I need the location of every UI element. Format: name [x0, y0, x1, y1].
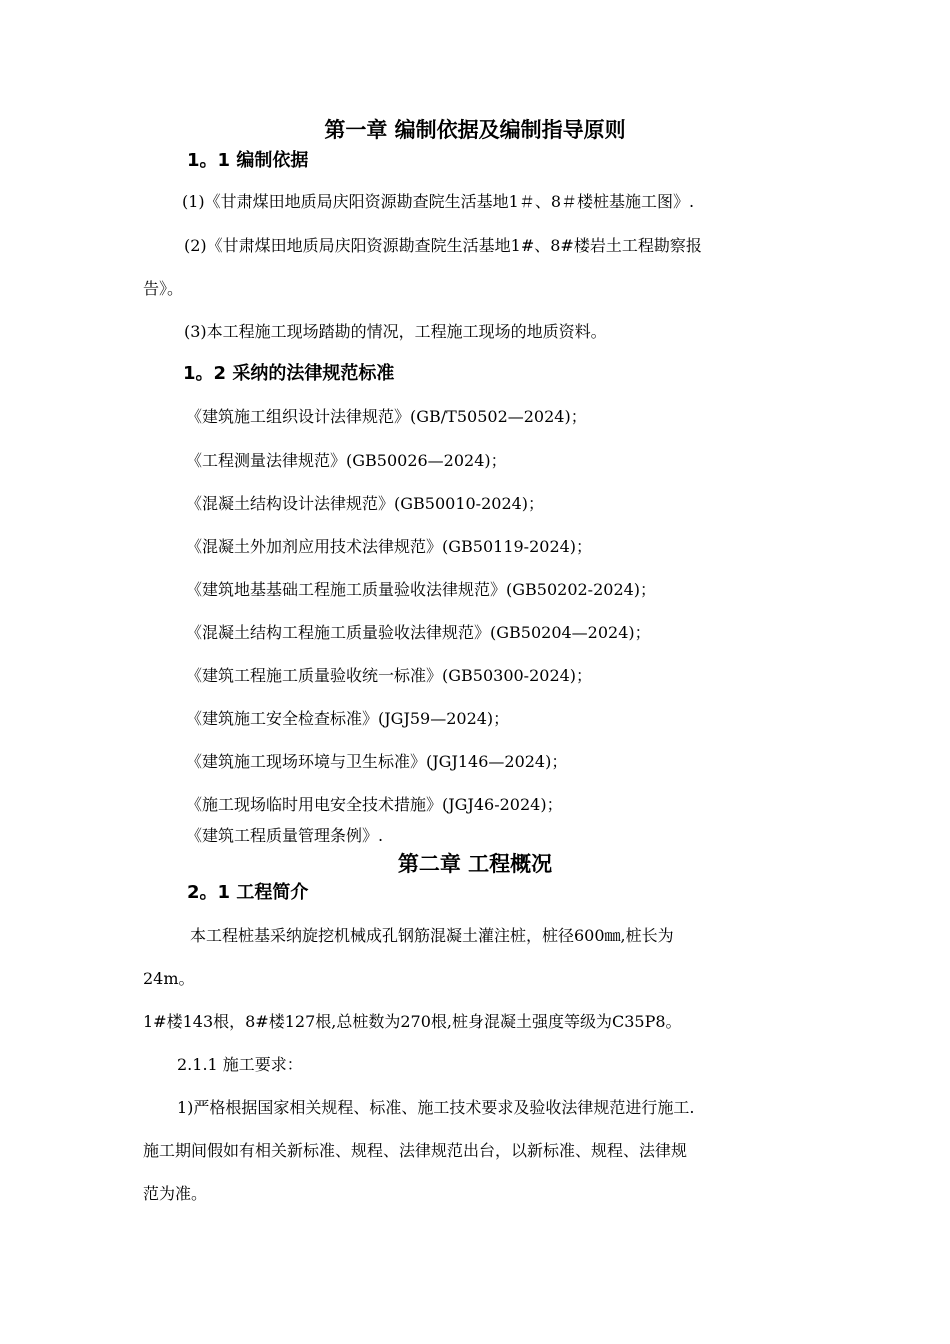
- requirement-line: 1)严格根据国家相关规程、标准、施工技术要求及验收法律规范进行施工.: [177, 1098, 695, 1117]
- overview-line: 1#楼143根，8#楼127根,总桩数为270根,桩身混凝土强度等级为C35P8。: [143, 1012, 682, 1031]
- standard-item: 《建筑施工现场环境与卫生标准》(JGJ146—2024)；: [186, 752, 568, 771]
- standard-item: 《混凝土结构设计法律规范》(GB50010-2024)；: [186, 494, 545, 513]
- standard-item: 《混凝土外加剂应用技术法律规范》(GB50119-2024)；: [186, 537, 593, 556]
- section-1-2-heading: 1。2 采纳的法律规范标准: [183, 363, 395, 384]
- standard-item: 《混凝土结构工程施工质量验收法律规范》(GB50204—2024)；: [186, 623, 651, 642]
- basis-item-2-cont: 告》。: [143, 279, 184, 298]
- standard-item: 《建筑施工组织设计法律规范》(GB/T50502—2024)；: [186, 407, 587, 426]
- chapter-1-title: 第一章 编制依据及编制指导原则: [324, 118, 626, 142]
- chapter-2-title: 第二章 工程概况: [397, 852, 553, 876]
- section-2-1-heading: 2。1 工程简介: [187, 882, 309, 903]
- standard-item: 《建筑工程质量管理条例》.: [186, 826, 384, 845]
- standard-item: 《工程测量法律规范》(GB50026—2024)；: [186, 451, 507, 470]
- subsection-2-1-1-heading: 2.1.1 施工要求：: [177, 1055, 303, 1074]
- standard-item: 《建筑施工安全检查标准》(JGJ59—2024)；: [186, 709, 510, 728]
- basis-item-3: (3)本工程施工现场踏勘的情况，工程施工现场的地质资料。: [184, 322, 607, 341]
- standard-item: 《建筑地基基础工程施工质量验收法律规范》(GB50202-2024)；: [186, 580, 657, 599]
- standard-item: 《建筑工程施工质量验收统一标准》(GB50300-2024)；: [186, 666, 593, 685]
- overview-line: 本工程桩基采纳旋挖机械成孔钢筋混凝土灌注桩，桩径600㎜,桩长为: [190, 926, 674, 945]
- section-1-1-heading: 1。1 编制依据: [187, 150, 309, 171]
- standard-item: 《施工现场临时用电安全技术措施》(JGJ46-2024)；: [186, 795, 563, 814]
- requirement-line: 施工期间假如有相关新标准、规程、法律规范出台，以新标准、规程、法律规: [143, 1141, 688, 1160]
- basis-item-2: (2)《甘肃煤田地质局庆阳资源勘查院生活基地1#、8#楼岩土工程勘察报: [184, 236, 702, 255]
- requirement-line: 范为准。: [143, 1184, 208, 1203]
- overview-line: 24m。: [143, 969, 195, 988]
- basis-item-1: (1)《甘肃煤田地质局庆阳资源勘查院生活基地1＃、8＃楼桩基施工图》.: [182, 192, 695, 211]
